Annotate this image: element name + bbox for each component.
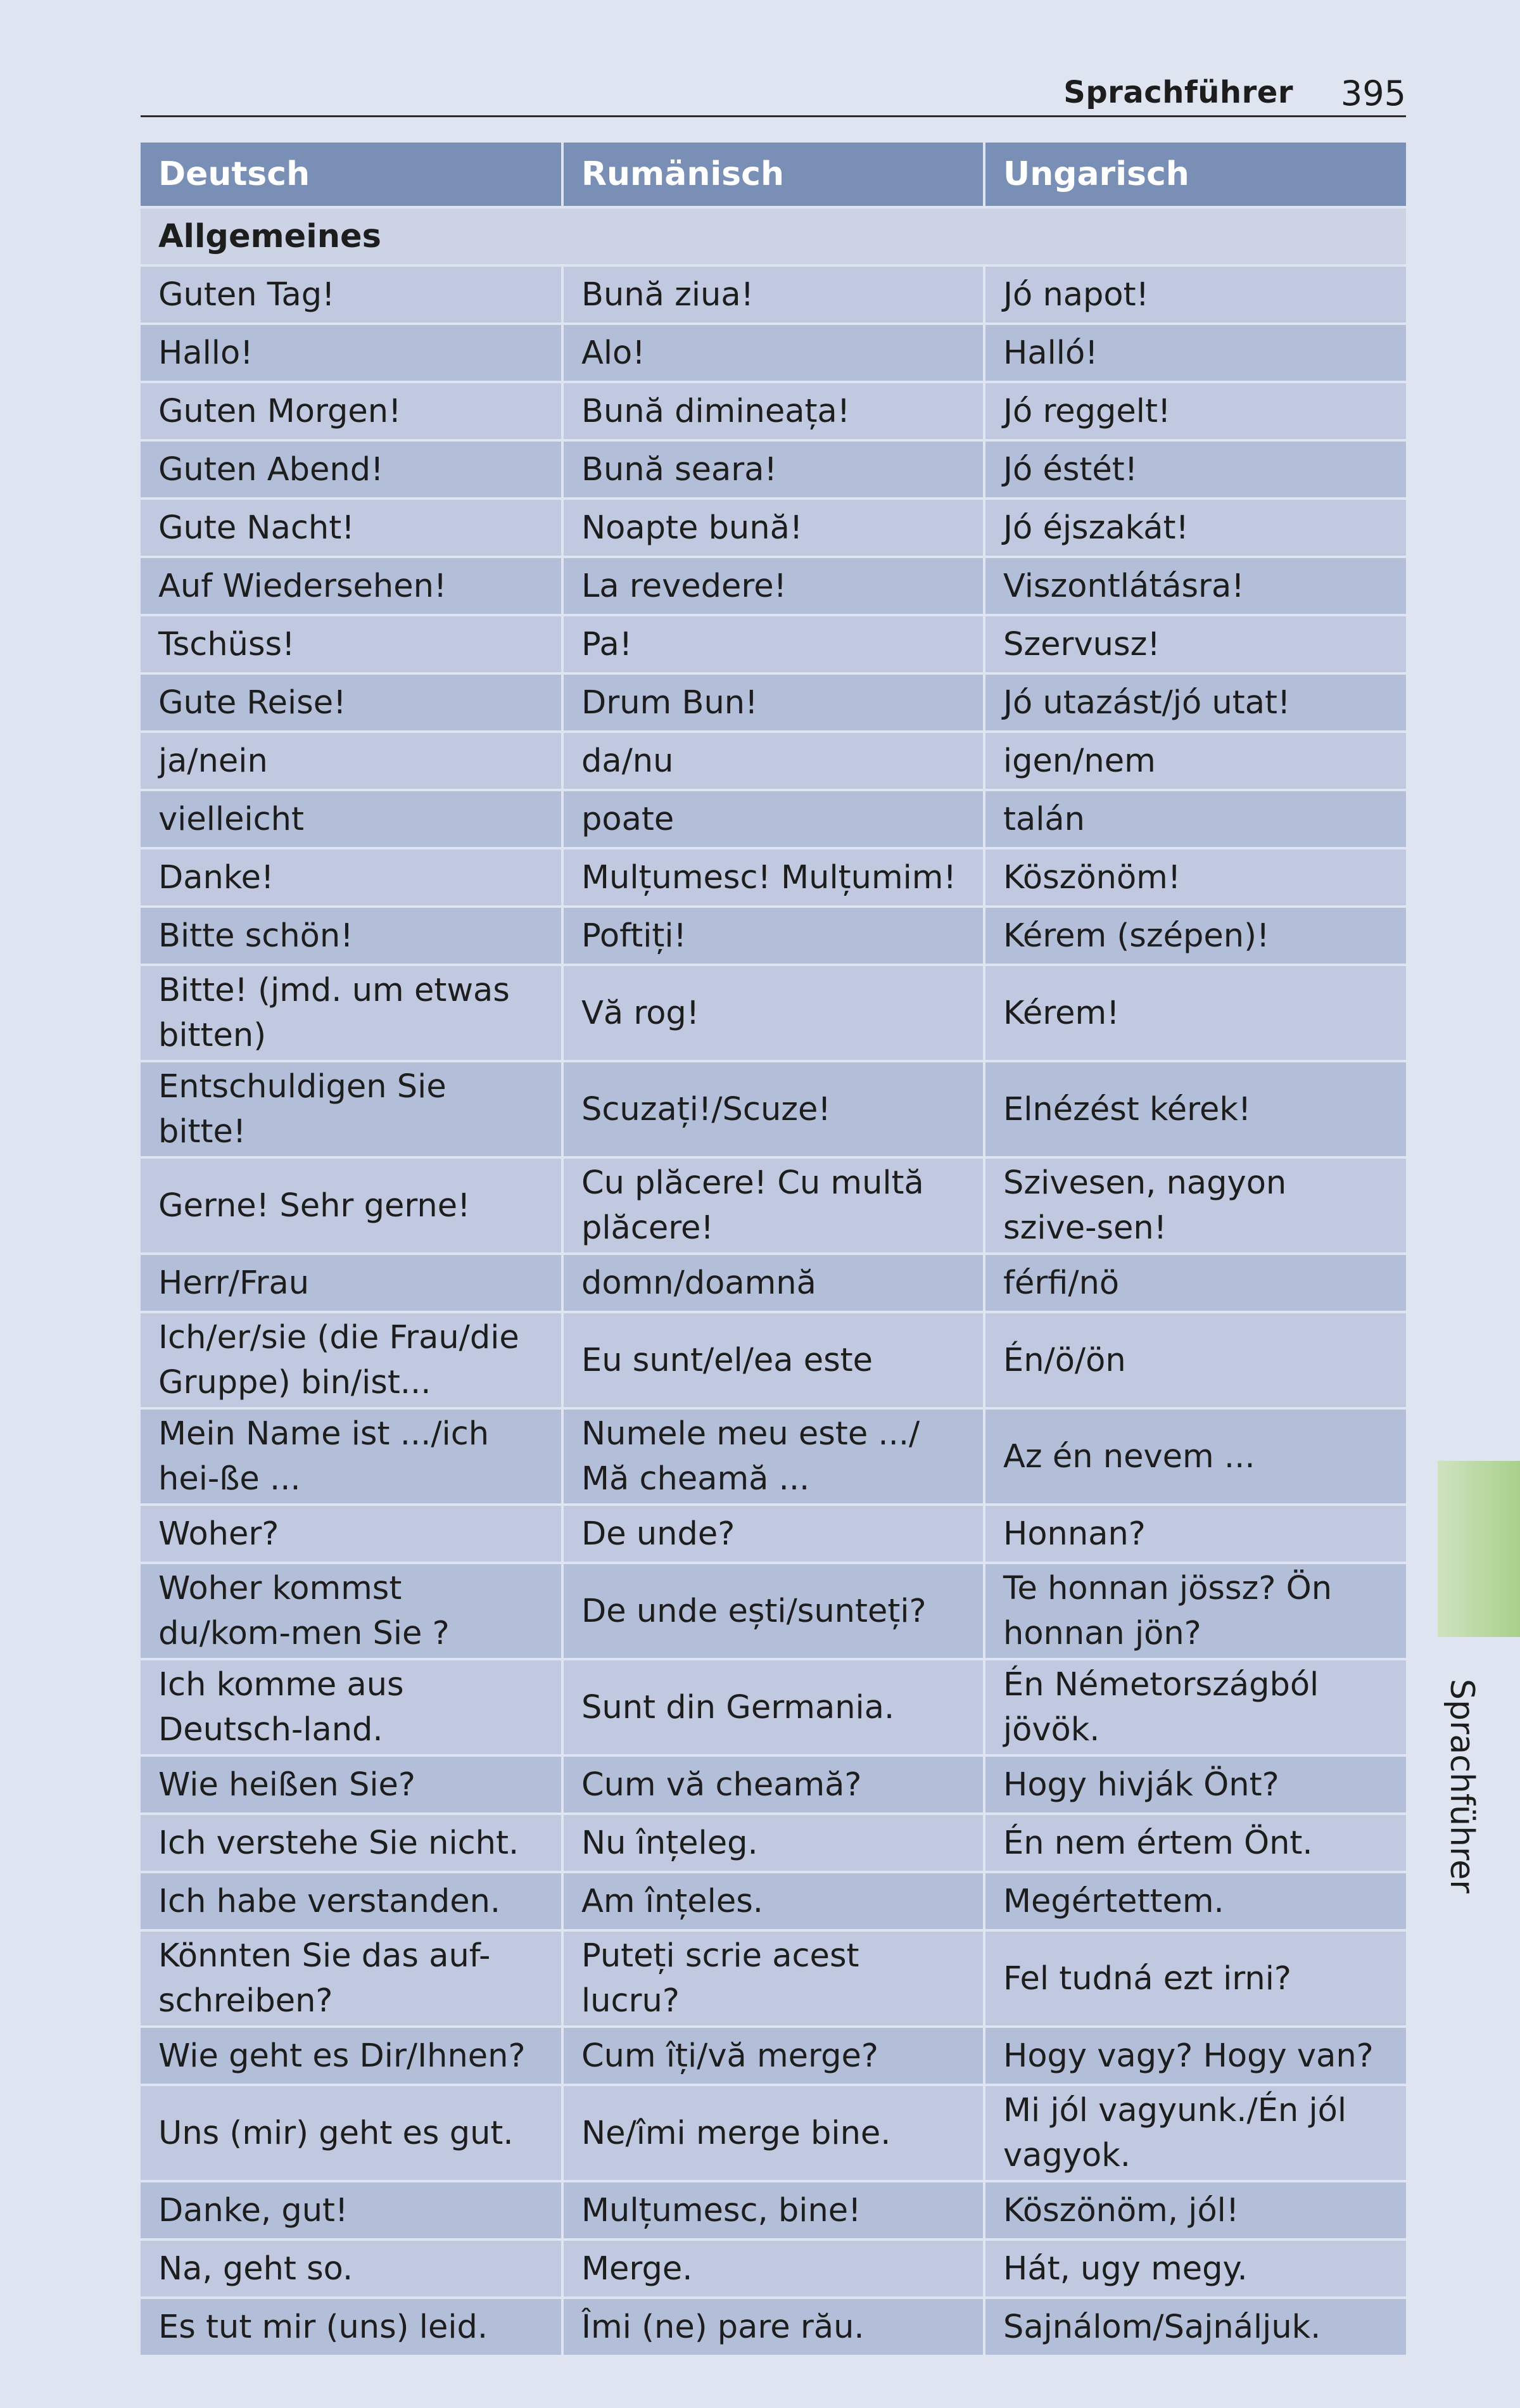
cell-deutsch: Bitte schön! bbox=[141, 907, 562, 965]
cell-deutsch: Es tut mir (uns) leid. bbox=[141, 2298, 562, 2355]
cell-deutsch: Gute Nacht! bbox=[141, 499, 562, 557]
cell-deutsch: Ich komme aus Deutsch-land. bbox=[141, 1659, 562, 1755]
cell-deutsch: Hallo! bbox=[141, 324, 562, 382]
cell-deutsch: Auf Wiedersehen! bbox=[141, 557, 562, 615]
cell-ungarisch: Jó napot! bbox=[984, 265, 1406, 324]
table-row bbox=[141, 2298, 1406, 2355]
cell-deutsch: Gerne! Sehr gerne! bbox=[141, 1157, 562, 1254]
cell-ungarisch: Jó éstét! bbox=[984, 440, 1406, 499]
cell-deutsch: Könnten Sie das auf-schreiben? bbox=[141, 1930, 562, 2027]
cell-deutsch: Herr/Frau bbox=[141, 1254, 562, 1312]
table-row bbox=[141, 324, 1406, 382]
table-row bbox=[141, 1408, 1406, 1505]
cell-ungarisch: Köszönöm, jól! bbox=[984, 2181, 1406, 2239]
chapter-side-label: Sprachführer bbox=[1443, 1679, 1481, 1894]
table-row bbox=[141, 732, 1406, 790]
table-row bbox=[141, 2181, 1406, 2239]
cell-ungarisch: Te honnan jössz? Ön honnan jön? bbox=[984, 1563, 1406, 1659]
cell-ungarisch: Szivesen, nagyon szive-sen! bbox=[984, 1157, 1406, 1254]
table-row bbox=[141, 2085, 1406, 2181]
cell-ungarisch: Jó reggelt! bbox=[984, 382, 1406, 440]
table-row bbox=[141, 2027, 1406, 2085]
cell-ungarisch: Hogy vagy? Hogy van? bbox=[984, 2027, 1406, 2085]
column-header-ungarisch: Ungarisch bbox=[984, 143, 1406, 207]
table-row bbox=[141, 673, 1406, 732]
cell-ungarisch: Hát, ugy megy. bbox=[984, 2239, 1406, 2298]
page-header bbox=[141, 70, 1406, 117]
cell-rumaenisch: Cum îți/vă merge? bbox=[562, 2027, 984, 2085]
cell-deutsch: vielleicht bbox=[141, 790, 562, 848]
cell-rumaenisch: De unde? bbox=[562, 1505, 984, 1563]
cell-rumaenisch: Cum vă cheamă? bbox=[562, 1755, 984, 1814]
cell-rumaenisch: La revedere! bbox=[562, 557, 984, 615]
cell-ungarisch: igen/nem bbox=[984, 732, 1406, 790]
cell-ungarisch: Jó éjszakát! bbox=[984, 499, 1406, 557]
cell-rumaenisch: Scuzați!/Scuze! bbox=[562, 1061, 984, 1157]
cell-deutsch: Bitte! (jmd. um etwas bitten) bbox=[141, 965, 562, 1061]
cell-rumaenisch: Bună dimineața! bbox=[562, 382, 984, 440]
table-row bbox=[141, 790, 1406, 848]
cell-ungarisch: Hogy hivják Önt? bbox=[984, 1755, 1406, 1814]
cell-ungarisch: Jó utazást/jó utat! bbox=[984, 673, 1406, 732]
cell-deutsch: Ich habe verstanden. bbox=[141, 1872, 562, 1930]
cell-rumaenisch: Îmi (ne) pare rău. bbox=[562, 2298, 984, 2355]
cell-ungarisch: Elnézést kérek! bbox=[984, 1061, 1406, 1157]
cell-ungarisch: Megértettem. bbox=[984, 1872, 1406, 1930]
cell-ungarisch: Kérem! bbox=[984, 965, 1406, 1061]
cell-deutsch: Guten Morgen! bbox=[141, 382, 562, 440]
cell-rumaenisch: Vă rog! bbox=[562, 965, 984, 1061]
cell-rumaenisch: Mulțumesc, bine! bbox=[562, 2181, 984, 2239]
cell-rumaenisch: Eu sunt/el/ea este bbox=[562, 1312, 984, 1408]
table-row bbox=[141, 907, 1406, 965]
cell-rumaenisch: Drum Bun! bbox=[562, 673, 984, 732]
cell-ungarisch: talán bbox=[984, 790, 1406, 848]
cell-ungarisch: Köszönöm! bbox=[984, 848, 1406, 907]
cell-ungarisch: Mi jól vagyunk./Én jól vagyok. bbox=[984, 2085, 1406, 2181]
cell-rumaenisch: domn/doamnă bbox=[562, 1254, 984, 1312]
cell-rumaenisch: Numele meu este .../ Mă cheamă ... bbox=[562, 1408, 984, 1505]
table-row bbox=[141, 1659, 1406, 1755]
cell-rumaenisch: Noapte bună! bbox=[562, 499, 984, 557]
cell-deutsch: Na, geht so. bbox=[141, 2239, 562, 2298]
cell-rumaenisch: Nu înțeleg. bbox=[562, 1814, 984, 1872]
table-row bbox=[141, 557, 1406, 615]
cell-rumaenisch: Sunt din Germania. bbox=[562, 1659, 984, 1755]
cell-rumaenisch: Cu plăcere! Cu multă plăcere! bbox=[562, 1157, 984, 1254]
cell-deutsch: Mein Name ist .../ich hei-ße ... bbox=[141, 1408, 562, 1505]
table-row bbox=[141, 440, 1406, 499]
cell-deutsch: Wie geht es Dir/Ihnen? bbox=[141, 2027, 562, 2085]
cell-rumaenisch: Bună seara! bbox=[562, 440, 984, 499]
table-row bbox=[141, 1157, 1406, 1254]
table-row bbox=[141, 499, 1406, 557]
cell-ungarisch: Kérem (szépen)! bbox=[984, 907, 1406, 965]
cell-ungarisch: Viszontlátásra! bbox=[984, 557, 1406, 615]
table-row bbox=[141, 265, 1406, 324]
table-row bbox=[141, 1814, 1406, 1872]
table-row bbox=[141, 382, 1406, 440]
cell-deutsch: Wie heißen Sie? bbox=[141, 1755, 562, 1814]
cell-rumaenisch: Ne/îmi merge bine. bbox=[562, 2085, 984, 2181]
phrase-table bbox=[141, 143, 1406, 2355]
cell-rumaenisch: Am înțeles. bbox=[562, 1872, 984, 1930]
page-number: 395 bbox=[1340, 73, 1406, 113]
table-header-row bbox=[141, 143, 1406, 207]
table-row bbox=[141, 615, 1406, 673]
cell-rumaenisch: poate bbox=[562, 790, 984, 848]
column-header-rumaenisch: Rumänisch bbox=[562, 143, 984, 207]
cell-deutsch: Woher? bbox=[141, 1505, 562, 1563]
cell-rumaenisch: Mulțumesc! Mulțumim! bbox=[562, 848, 984, 907]
cell-ungarisch: Fel tudná ezt irni? bbox=[984, 1930, 1406, 2027]
section-row bbox=[141, 207, 1406, 265]
cell-rumaenisch: Bună ziua! bbox=[562, 265, 984, 324]
cell-rumaenisch: Poftiți! bbox=[562, 907, 984, 965]
cell-rumaenisch: Puteți scrie acest lucru? bbox=[562, 1930, 984, 2027]
cell-deutsch: Ich/er/sie (die Frau/die Gruppe) bin/ist... bbox=[141, 1312, 562, 1408]
table-row bbox=[141, 965, 1406, 1061]
cell-ungarisch: Én/ö/ön bbox=[984, 1312, 1406, 1408]
table-row bbox=[141, 1930, 1406, 2027]
table-row bbox=[141, 848, 1406, 907]
table-row bbox=[141, 1872, 1406, 1930]
cell-rumaenisch: Pa! bbox=[562, 615, 984, 673]
table-row bbox=[141, 1254, 1406, 1312]
cell-deutsch: Danke! bbox=[141, 848, 562, 907]
cell-ungarisch: Én nem értem Önt. bbox=[984, 1814, 1406, 1872]
cell-rumaenisch: Merge. bbox=[562, 2239, 984, 2298]
cell-deutsch: Guten Tag! bbox=[141, 265, 562, 324]
cell-ungarisch: Az én nevem ... bbox=[984, 1408, 1406, 1505]
cell-deutsch: Guten Abend! bbox=[141, 440, 562, 499]
cell-ungarisch: Sajnálom/Sajnáljuk. bbox=[984, 2298, 1406, 2355]
table-row bbox=[141, 1061, 1406, 1157]
running-title: Sprachführer bbox=[1063, 75, 1293, 110]
cell-ungarisch: Honnan? bbox=[984, 1505, 1406, 1563]
cell-ungarisch: Halló! bbox=[984, 324, 1406, 382]
table-row bbox=[141, 1755, 1406, 1814]
cell-rumaenisch: da/nu bbox=[562, 732, 984, 790]
cell-deutsch: Uns (mir) geht es gut. bbox=[141, 2085, 562, 2181]
cell-ungarisch: férfi/nö bbox=[984, 1254, 1406, 1312]
table-row bbox=[141, 2239, 1406, 2298]
cell-deutsch: Ich verstehe Sie nicht. bbox=[141, 1814, 562, 1872]
section-heading: Allgemeines bbox=[141, 207, 1406, 265]
cell-deutsch: Woher kommst du/kom-men Sie ? bbox=[141, 1563, 562, 1659]
cell-deutsch: Entschuldigen Sie bitte! bbox=[141, 1061, 562, 1157]
cell-deutsch: ja/nein bbox=[141, 732, 562, 790]
chapter-tab-marker bbox=[1438, 1461, 1520, 1637]
cell-rumaenisch: Alo! bbox=[562, 324, 984, 382]
cell-ungarisch: Én Németországból jövök. bbox=[984, 1659, 1406, 1755]
table-row bbox=[141, 1312, 1406, 1408]
table-row bbox=[141, 1563, 1406, 1659]
table-row bbox=[141, 1505, 1406, 1563]
column-header-deutsch: Deutsch bbox=[141, 143, 562, 207]
cell-deutsch: Danke, gut! bbox=[141, 2181, 562, 2239]
cell-deutsch: Gute Reise! bbox=[141, 673, 562, 732]
table-body bbox=[141, 207, 1406, 2355]
cell-deutsch: Tschüss! bbox=[141, 615, 562, 673]
cell-ungarisch: Szervusz! bbox=[984, 615, 1406, 673]
cell-rumaenisch: De unde ești/sunteți? bbox=[562, 1563, 984, 1659]
